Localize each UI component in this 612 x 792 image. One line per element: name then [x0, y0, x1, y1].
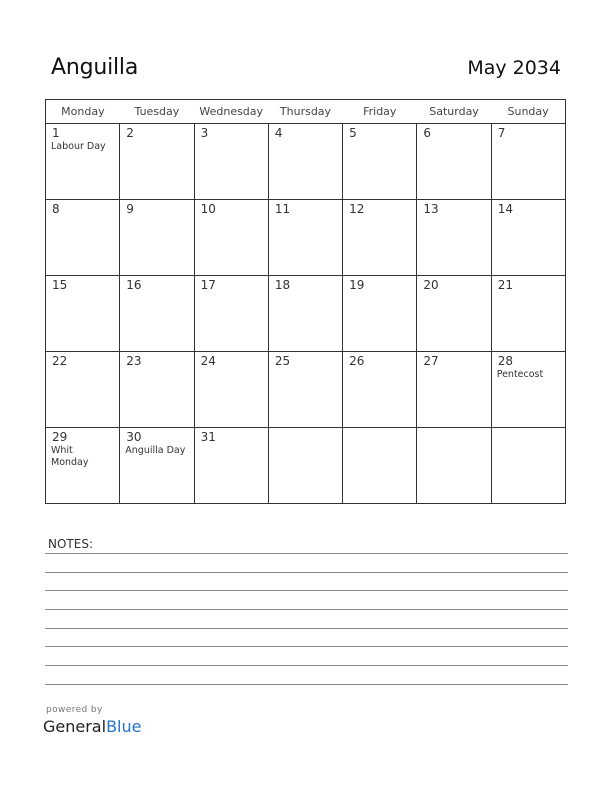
holiday-label: Whit Monday [51, 445, 89, 468]
day-number: 14 [497, 202, 513, 216]
day-number: 5 [349, 126, 357, 140]
day-number: 24 [200, 354, 216, 368]
day-cell [268, 276, 342, 352]
day-number: 29 [52, 430, 68, 444]
week-row [46, 276, 566, 352]
week-row [46, 428, 566, 504]
day-cell [268, 428, 342, 504]
notes-label: NOTES: [48, 537, 93, 551]
day-number: 10 [200, 202, 216, 216]
day-number: 31 [200, 430, 216, 444]
weekday-header: Sunday [491, 100, 565, 124]
note-line [45, 665, 568, 666]
day-number: 23 [126, 354, 142, 368]
day-cell [46, 352, 120, 428]
day-cell [343, 428, 417, 504]
day-number: 27 [423, 354, 439, 368]
day-number: 13 [423, 202, 439, 216]
day-cell [194, 428, 268, 504]
day-number: 28 [497, 354, 513, 368]
day-cell [194, 200, 268, 276]
day-number: 20 [423, 278, 439, 292]
day-number: 26 [349, 354, 365, 368]
day-number: 15 [52, 278, 68, 292]
day-cell [268, 352, 342, 428]
day-number: 30 [126, 430, 142, 444]
day-cell [417, 276, 491, 352]
day-number: 18 [274, 278, 291, 292]
brand-blue: Blue [106, 717, 142, 736]
day-cell [194, 352, 268, 428]
day-cell [491, 124, 565, 200]
weekday-header: Thursday [268, 100, 342, 124]
day-number: 25 [274, 354, 291, 368]
day-cell [268, 200, 342, 276]
day-cell [417, 200, 491, 276]
day-cell [491, 428, 565, 504]
day-cell [417, 428, 491, 504]
day-cell [120, 352, 194, 428]
holiday-label: Anguilla Day [125, 445, 186, 456]
powered-by-text: powered by [46, 705, 103, 715]
note-line [45, 590, 568, 591]
day-number: 1 [52, 126, 60, 140]
day-cell [268, 124, 342, 200]
day-cell [120, 124, 194, 200]
day-cell [417, 352, 491, 428]
day-cell [343, 200, 417, 276]
weekday-header: Monday [46, 100, 120, 124]
day-number: 3 [200, 126, 209, 140]
day-cell [46, 124, 120, 200]
day-number: 6 [423, 126, 432, 140]
day-cell [46, 200, 120, 276]
brand-general: General [43, 717, 107, 736]
note-line [45, 646, 568, 647]
day-number: 21 [497, 278, 513, 292]
day-number: 12 [349, 202, 365, 216]
weekday-header: Tuesday [120, 100, 194, 124]
day-cell [46, 428, 120, 504]
day-cell [194, 276, 268, 352]
week-row [46, 124, 566, 200]
note-line [45, 553, 568, 554]
note-line [45, 628, 568, 629]
calendar-country-title: Anguilla [51, 55, 139, 80]
day-cell [343, 352, 417, 428]
day-cell [491, 276, 565, 352]
weekday-header: Friday [343, 100, 417, 124]
holiday-label: Pentecost [496, 369, 544, 380]
day-cell [417, 124, 491, 200]
day-number: 2 [126, 126, 134, 140]
week-row [46, 352, 566, 428]
day-cell [120, 276, 194, 352]
day-cell [491, 200, 565, 276]
day-cell [120, 428, 194, 504]
holiday-label: Labour Day [51, 141, 106, 152]
calendar-month-year: May 2034 [467, 57, 561, 79]
weekday-header-row [46, 100, 566, 124]
day-number: 7 [497, 126, 506, 140]
day-number: 4 [274, 126, 283, 140]
day-number: 11 [274, 202, 291, 216]
weekday-header: Saturday [417, 100, 491, 124]
day-number: 22 [52, 354, 68, 368]
day-cell [491, 352, 565, 428]
generalblue-logo [43, 717, 141, 736]
week-row [46, 200, 566, 276]
note-line [45, 609, 568, 610]
day-cell [194, 124, 268, 200]
day-number: 9 [126, 202, 134, 216]
note-line [45, 684, 568, 685]
day-number: 8 [52, 202, 60, 216]
day-cell [343, 276, 417, 352]
day-number: 16 [126, 278, 142, 292]
day-number: 17 [200, 278, 216, 292]
weekday-header: Wednesday [194, 100, 268, 124]
day-number: 19 [349, 278, 365, 292]
calendar-grid [45, 99, 566, 504]
day-cell [46, 276, 120, 352]
note-line [45, 572, 568, 573]
day-cell [120, 200, 194, 276]
day-cell [343, 124, 417, 200]
